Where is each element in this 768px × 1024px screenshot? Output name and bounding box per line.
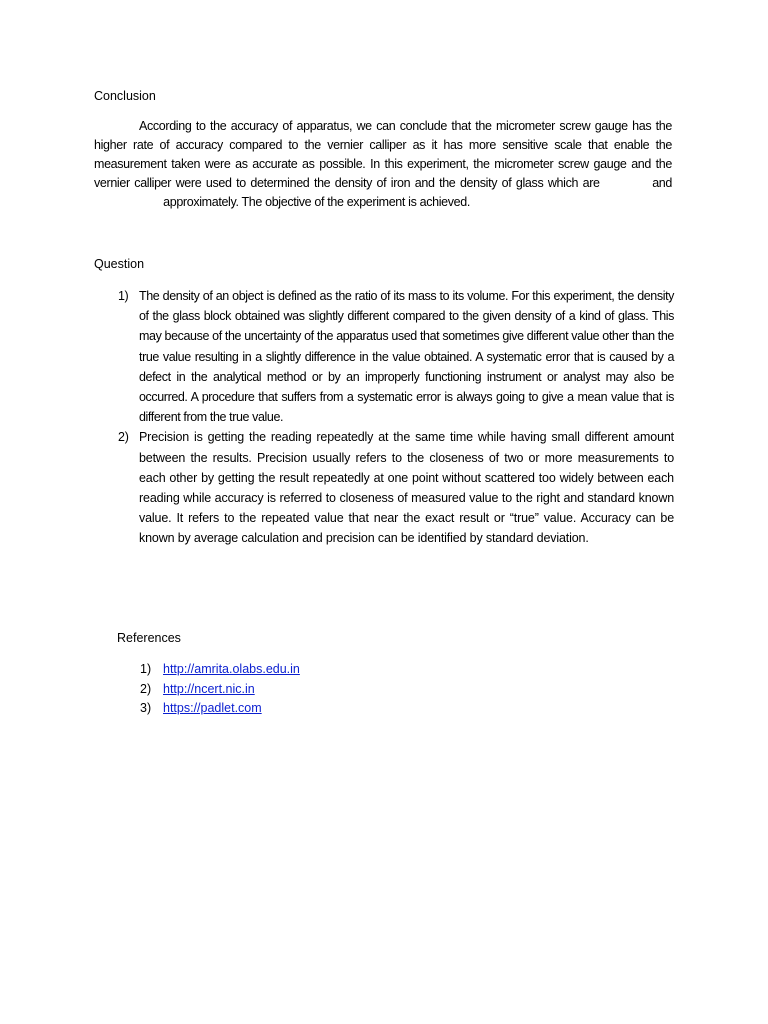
conclusion-paragraph bbox=[94, 117, 672, 212]
reference-number: 3) bbox=[140, 701, 152, 715]
conclusion-text-and: and bbox=[652, 176, 672, 190]
question-item-number: 1) bbox=[118, 289, 129, 303]
reference-link-amrita[interactable]: http://amrita.olabs.edu.in bbox=[163, 662, 300, 676]
question-heading: Question bbox=[94, 257, 145, 271]
question-item-1 bbox=[118, 286, 674, 427]
conclusion-text-part1: According to the accuracy of apparatus, we can conclude that the micrometer screw gauge has the higher rate of accuracy compared to the vernier calliper as it has more sensitive scale that enable the measurement taken were as accurate as possible. In this experiment, the micrometer screw gauge and the vernier calliper were used to determined the density of iron and the density of glass which are bbox=[94, 119, 672, 190]
reference-item-1 bbox=[140, 660, 300, 680]
question-item-2 bbox=[118, 427, 674, 548]
question-item-text: Precision is getting the reading repeatedly at the same time while having small different amount between the results. Precision usually refers to the closeness of two or more measurements to each other by getting the result repeatedly at one point without scattered too widely between each reading while accuracy is referred to closeness of measured value to the right and standard known value. It refers to the repeated value that near the exact result or “true” value. Accuracy can be known by average calculation and precision can be identified by standard deviation. bbox=[139, 430, 674, 546]
question-item-text: The density of an object is defined as the ratio of its mass to its volume. For this experiment, the density of the glass block obtained was slightly different compared to the given density of a kind of glass. This may because of the uncertainty of the apparatus used that sometimes give different value other than the true value resulting in a slightly difference in the value obtained. A systematic error that is caused by a defect in the analytical method or by an improperly functioning instrument or analyst may also be occurred. A procedure that suffers from a systematic error is always going to give a mean value that is different from the true value. bbox=[139, 289, 674, 425]
reference-link-ncert[interactable]: http://ncert.nic.in bbox=[163, 681, 255, 696]
conclusion-heading: Conclusion bbox=[94, 89, 156, 103]
reference-item-2 bbox=[140, 680, 300, 700]
question-item-number: 2) bbox=[118, 430, 129, 445]
reference-number: 1) bbox=[140, 662, 152, 676]
reference-link-padlet[interactable]: https://padlet.com bbox=[163, 701, 262, 715]
references-heading: References bbox=[117, 631, 181, 645]
conclusion-text-part2: approximately. The objective of the experiment is achieved. bbox=[163, 195, 470, 209]
question-list bbox=[118, 286, 674, 549]
reference-item-3 bbox=[140, 699, 300, 719]
references-list bbox=[140, 660, 300, 719]
reference-number: 2) bbox=[140, 681, 152, 696]
